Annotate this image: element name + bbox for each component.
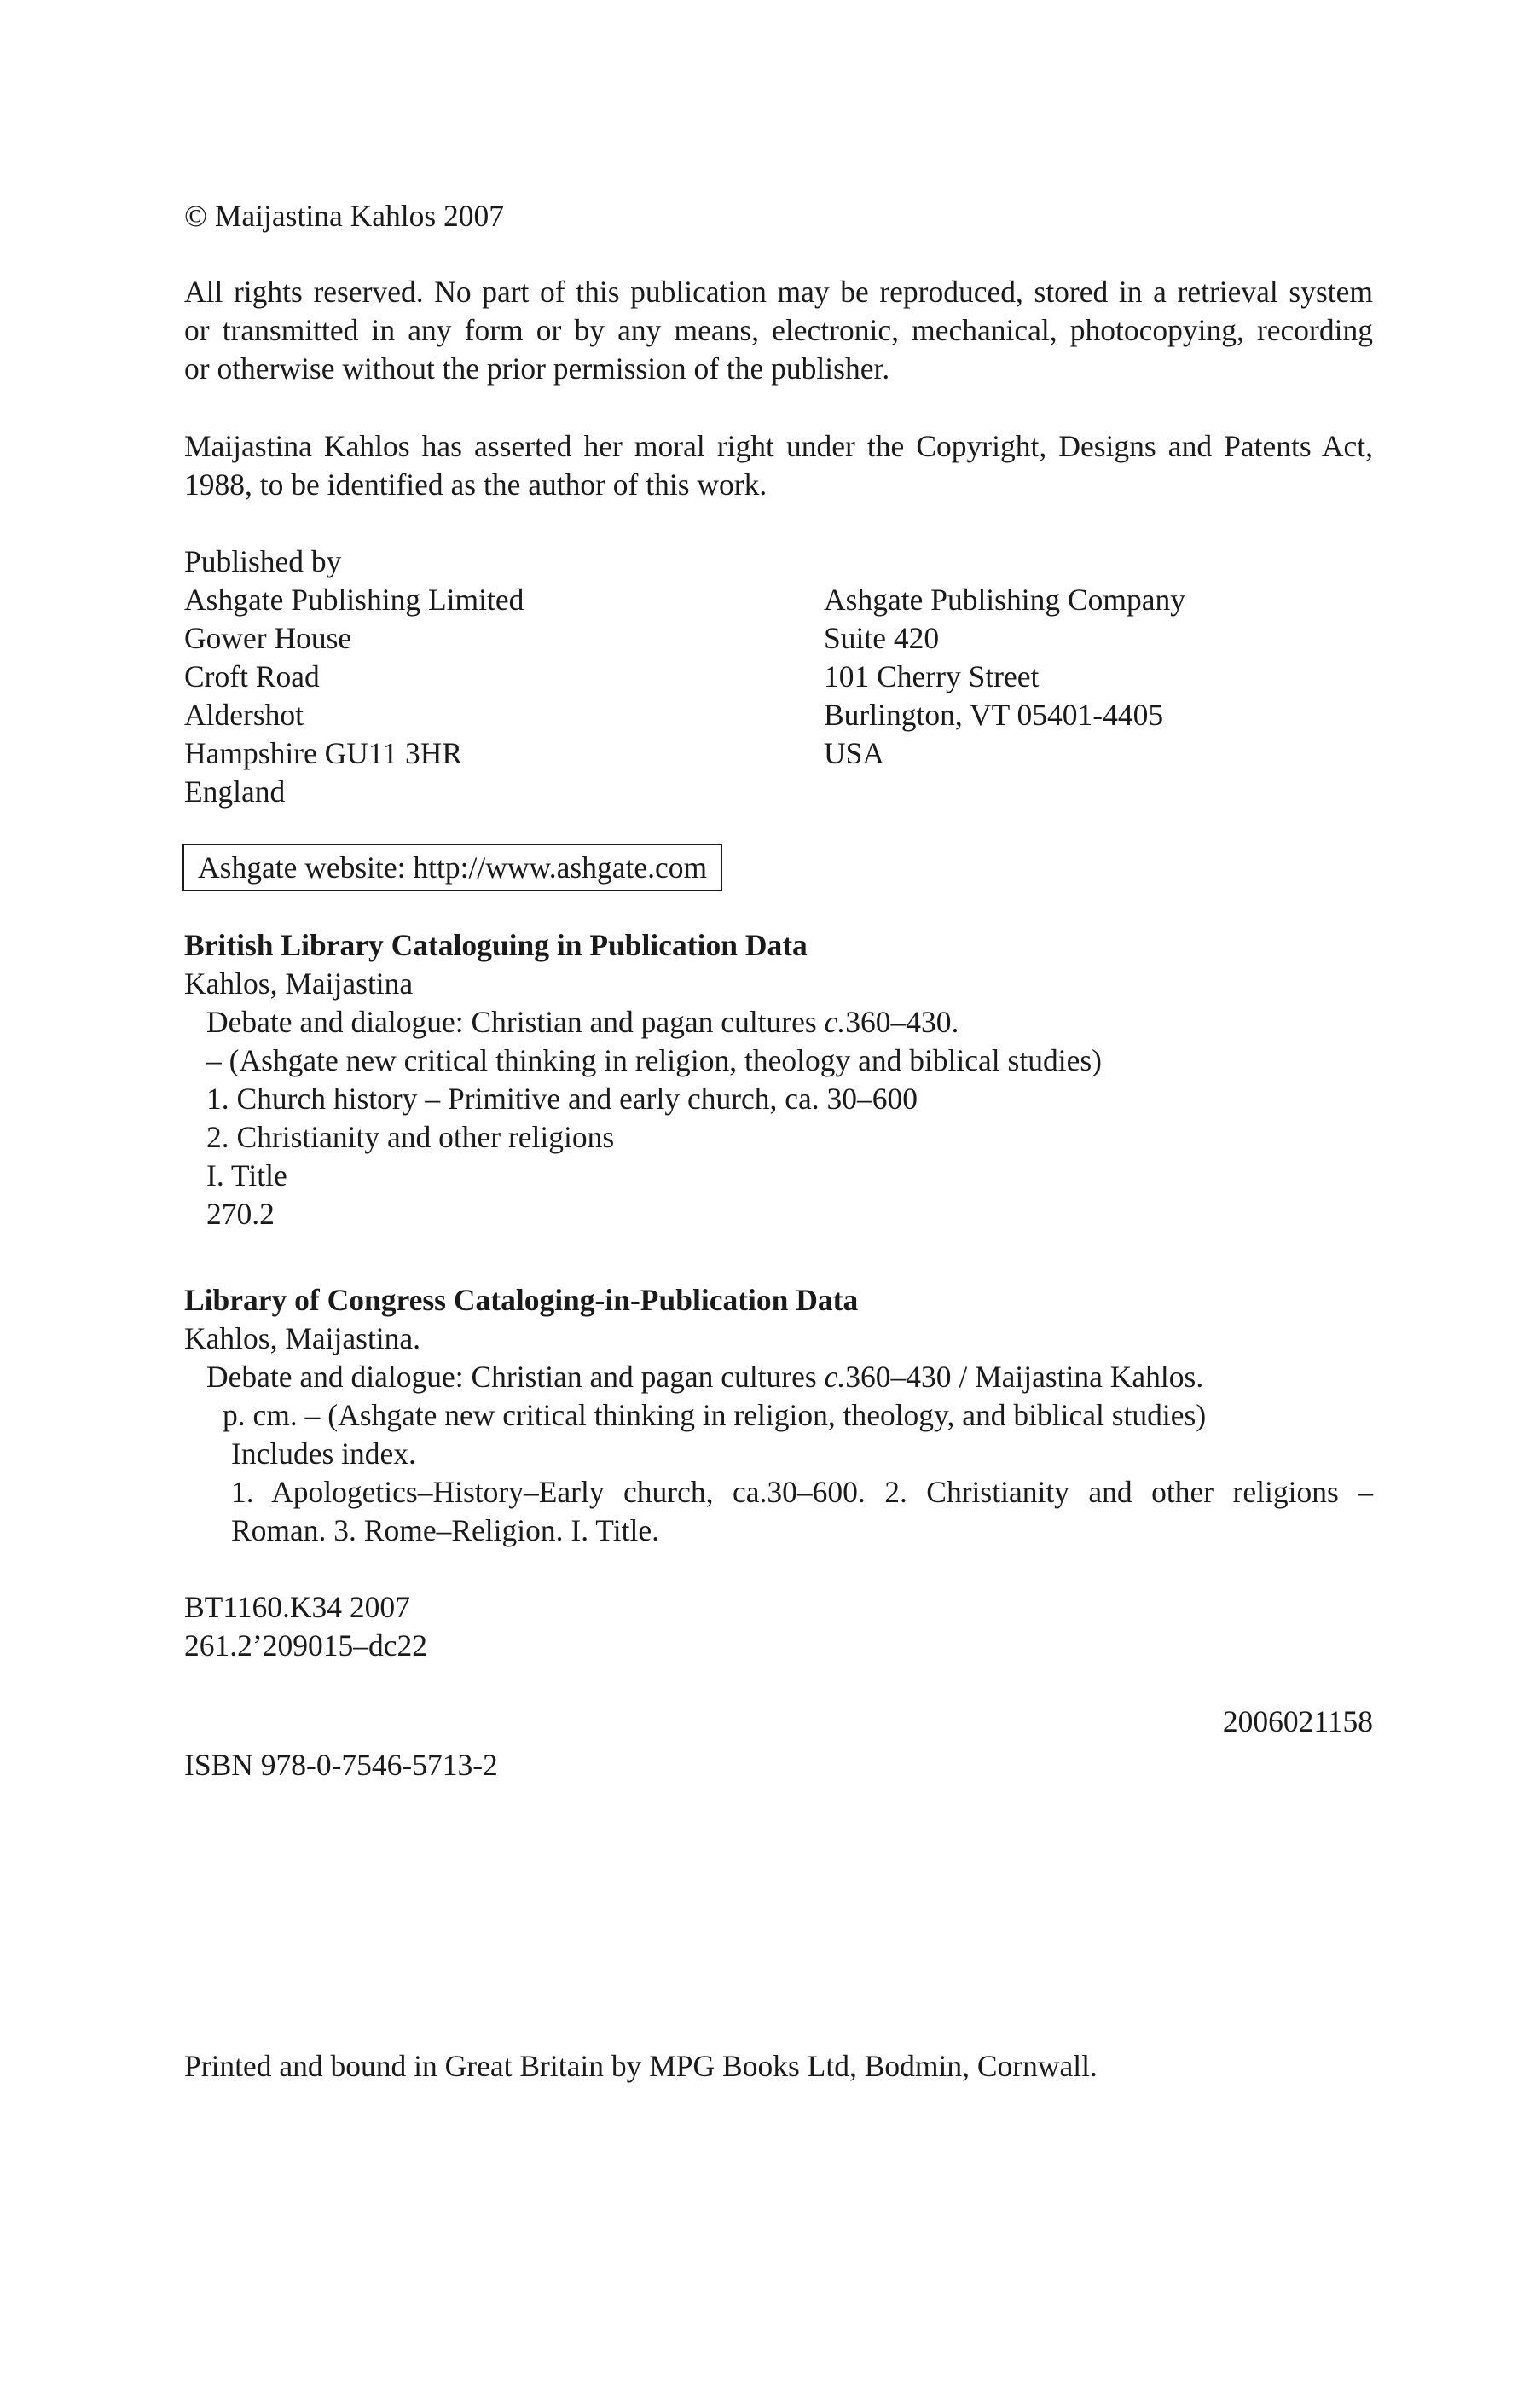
copyright-notice [184, 197, 1373, 235]
call-number: BT1160.K34 2007 [184, 1590, 410, 1624]
isbn: ISBN 978-0-7546-5713-2 [184, 1748, 498, 1782]
rights-line-2: or transmitted in any form or by any means, electronic, mechanical, photocopying, recording [184, 313, 1373, 347]
dewey-number: 261.2’209015–dc22 [184, 1628, 427, 1662]
printer-note: Printed and bound in Great Britain by MPG Books Ltd, Bodmin, Cornwall. [184, 2049, 1098, 2083]
loc-title: Debate and dialogue: Christian and pagan cultures c.360–430 / Maijastina Kahlos. [206, 1360, 1204, 1394]
bl-heading: British Library Cataloguing in Publication Data [184, 928, 808, 962]
loc-subjects-2: Roman. 3. Rome–Religion. I. Title. [231, 1513, 659, 1547]
printer-block [184, 2047, 1373, 2086]
us-address-line: Ashgate Publishing Company [824, 583, 1186, 617]
isbn-block [184, 1746, 1373, 1784]
bl-author: Kahlos, Maijastina [184, 966, 414, 1001]
uk-address-line: England [184, 775, 286, 809]
bl-title: Debate and dialogue: Christian and pagan cultures c.360–430. [206, 1005, 959, 1039]
rights-line-3: or otherwise without the prior permission of the publisher. [184, 351, 890, 386]
published-by-label: Published by [184, 544, 342, 578]
loc-includes: Includes index. [231, 1436, 416, 1471]
moral-right-line-1: Maijastina Kahlos has asserted her moral right under the Copyright, Designs and Patents Act, [184, 429, 1373, 463]
rights-line-1: All rights reserved. No part of this publication may be reproduced, stored in a retrieval system [184, 275, 1373, 309]
lccn-block [184, 1703, 1373, 1741]
bl-series: – (Ashgate new critical thinking in religion, theology and biblical studies) [206, 1043, 1102, 1077]
bl-title-entry: I. Title [206, 1158, 287, 1192]
moral-right-statement [184, 427, 1373, 504]
copyright-line: © Maijastina Kahlos 2007 [184, 199, 505, 233]
classification-block [184, 1588, 1373, 1665]
website-box [182, 844, 722, 891]
website-text: Ashgate website: http://www.ashgate.com [198, 850, 708, 885]
us-address-line: Burlington, VT 05401-4405 [824, 698, 1164, 732]
uk-address-line: Croft Road [184, 659, 320, 693]
publisher-uk-address [184, 543, 781, 811]
uk-address-line: Gower House [184, 621, 352, 655]
lccn-number: 2006021158 [1222, 1704, 1373, 1738]
us-address-line: USA [824, 736, 885, 770]
loc-heading: Library of Congress Cataloging-in-Publication Data [184, 1283, 859, 1317]
rights-statement [184, 273, 1373, 388]
bl-subject-1: 1. Church history – Primitive and early church, ca. 30–600 [206, 1082, 918, 1116]
bl-classification: 270.2 [206, 1197, 275, 1231]
publisher-us-address [824, 581, 1370, 773]
bl-subject-2: 2. Christianity and other religions [206, 1120, 615, 1154]
loc-pcm: p. cm. – (Ashgate new critical thinking in religion, theology, and biblical studies) [223, 1398, 1207, 1432]
us-address-line: 101 Cherry Street [824, 659, 1040, 693]
library-of-congress-cip [184, 1281, 1373, 1550]
uk-address-line: Ashgate Publishing Limited [184, 583, 524, 617]
us-address-line: Suite 420 [824, 621, 940, 655]
loc-subjects-1: 1. Apologetics–History–Early church, ca.30–600. 2. Christianity and other religions – [231, 1475, 1373, 1509]
british-library-cip [184, 926, 1373, 1233]
moral-right-line-2: 1988, to be identified as the author of this work. [184, 467, 768, 502]
uk-address-line: Hampshire GU11 3HR [184, 736, 463, 770]
loc-author: Kahlos, Maijastina. [184, 1321, 421, 1355]
uk-address-line: Aldershot [184, 698, 304, 732]
